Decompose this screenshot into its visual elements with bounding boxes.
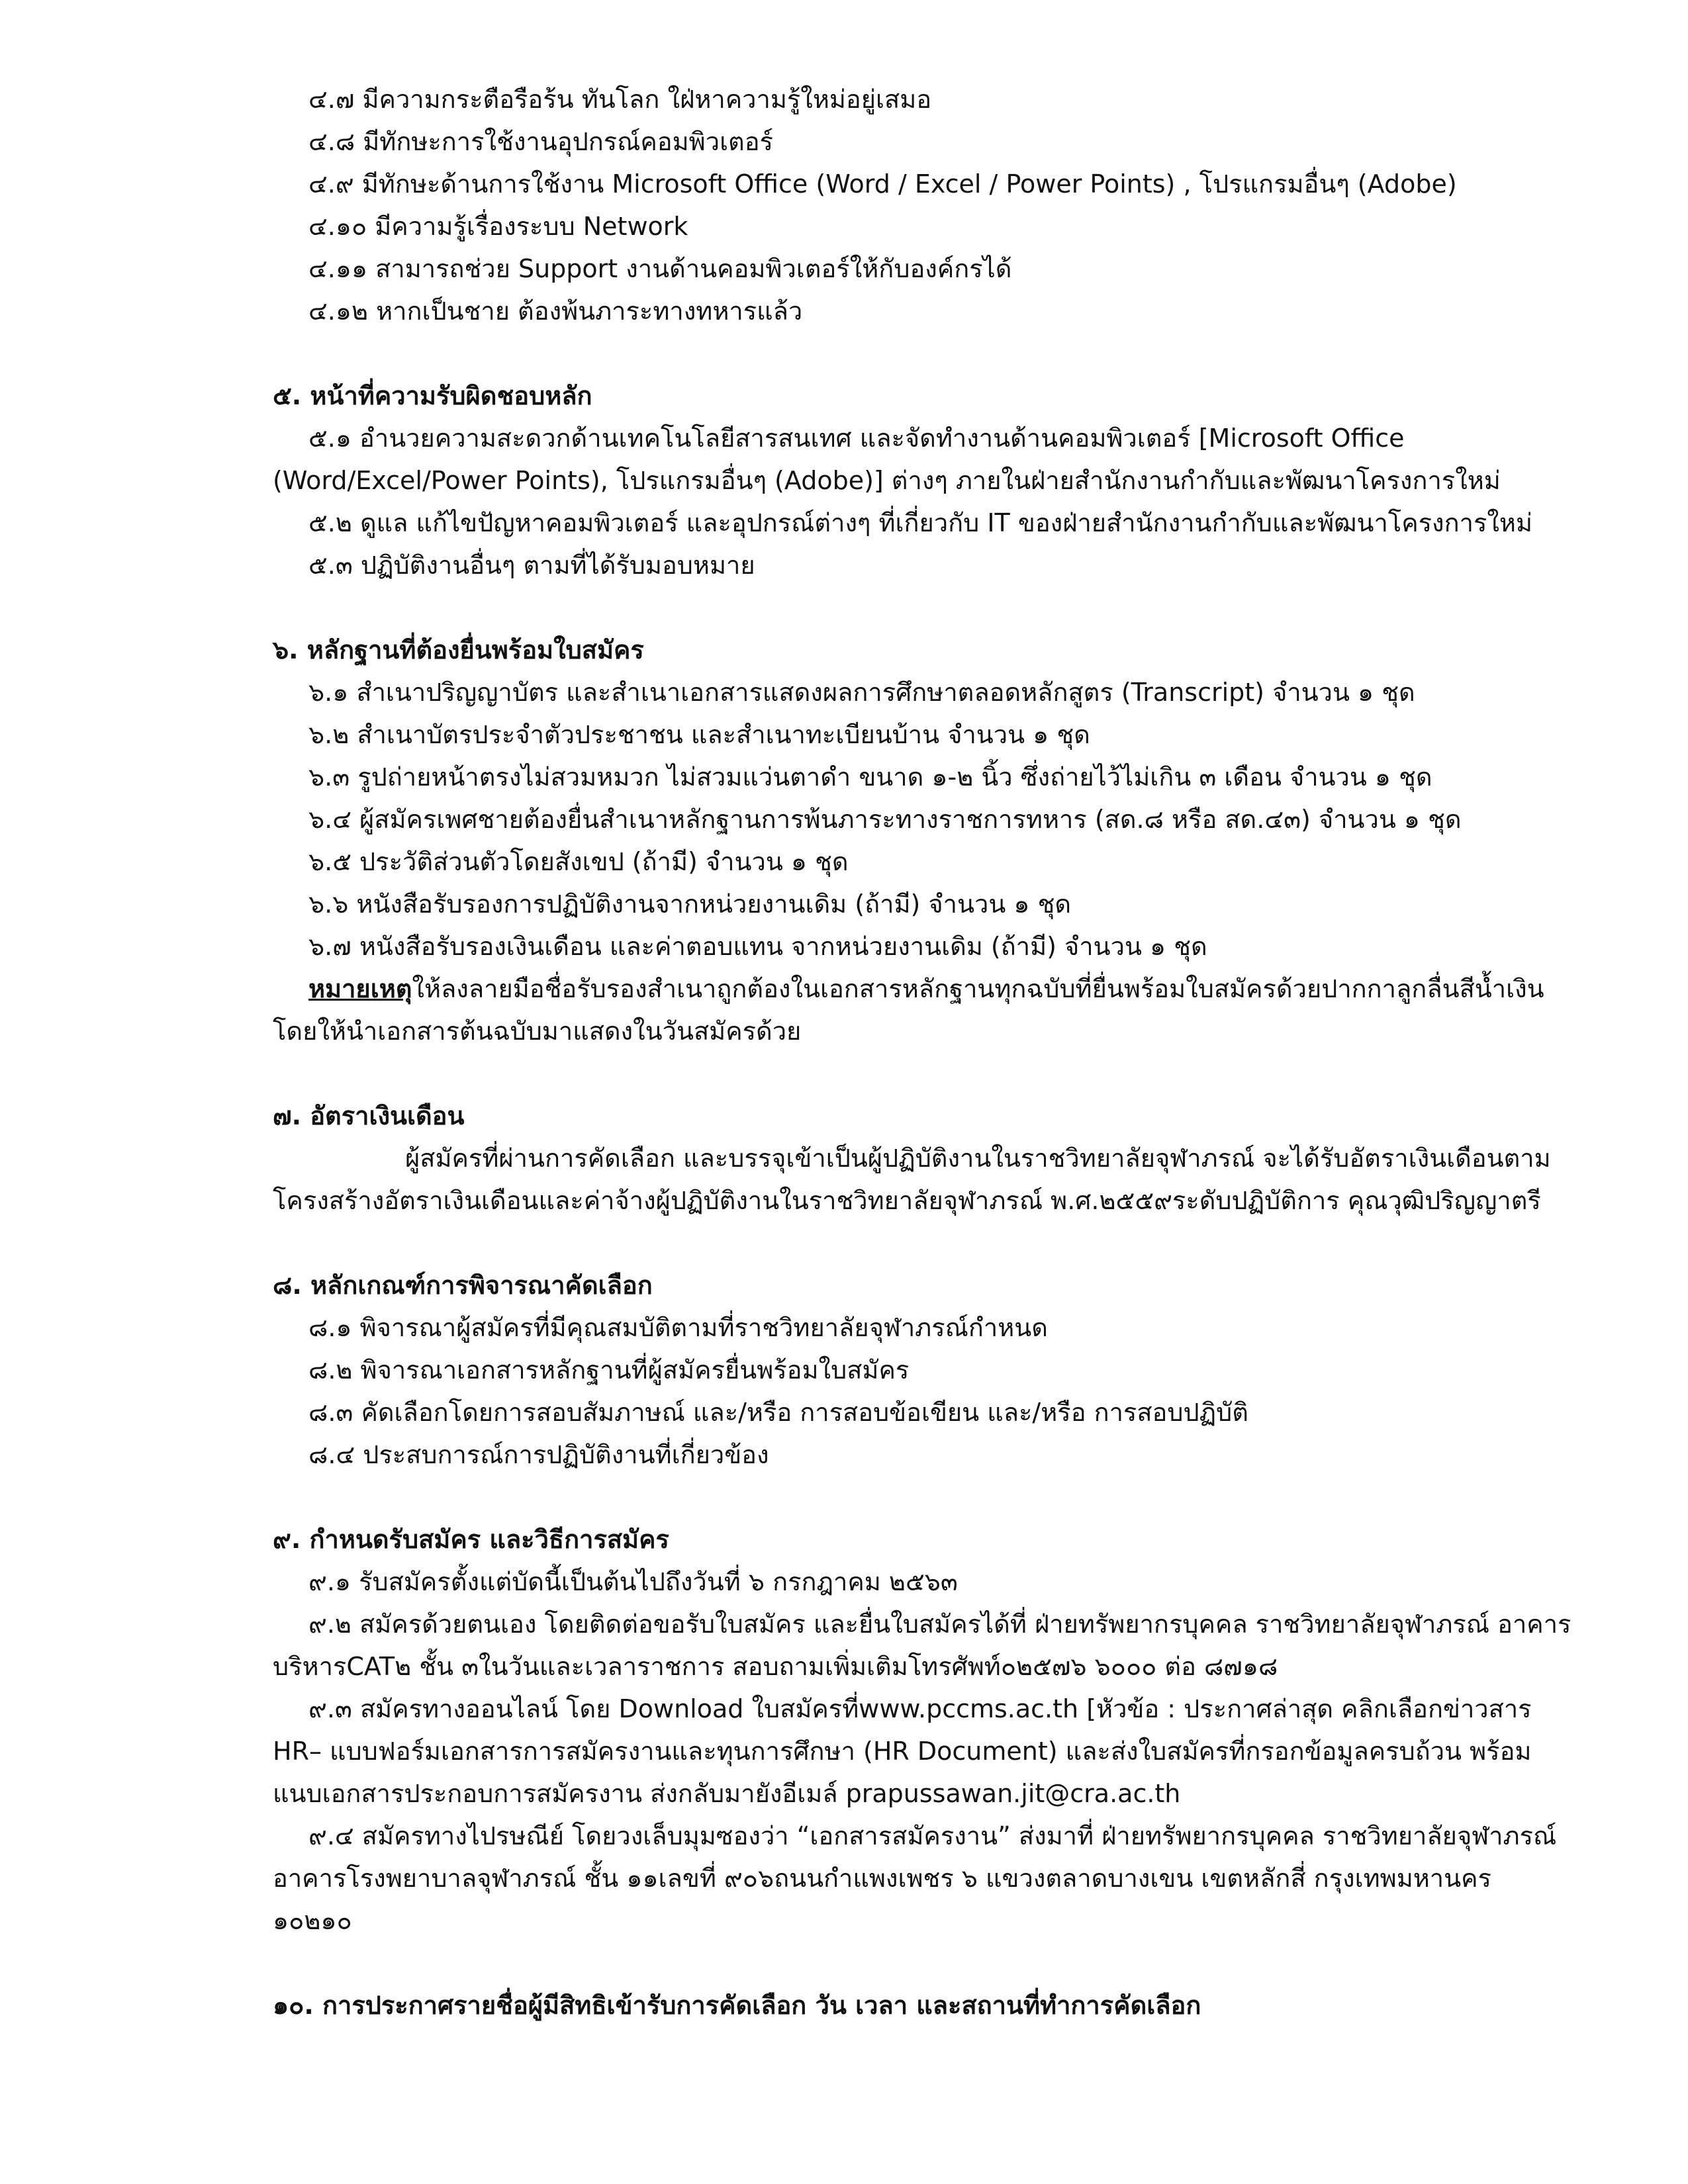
section6-note-continued: โดยให้นำเอกสารต้นฉบับมาแสดงในวันสมัครด้วย (273, 1017, 802, 1046)
section4-item-11: ๔.๑๑ สามารถช่วย Support งานด้านคอมพิวเตอร์ให้กับองค์กรได้ (308, 254, 1012, 283)
section6-heading: ๖. หลักฐานที่ต้องยื่นพร้อมใบสมัคร (273, 635, 644, 664)
section8-item-3: ๘.๓ คัดเลือกโดยการสอบสัมภาษณ์ และ/หรือ การสอบข้อเขียน และ/หรือ การสอบปฏิบัติ (308, 1398, 1248, 1427)
section9-item-3: ๙.๓ สมัครทางออนไลน์ โดย Download ใบสมัครที่www.pccms.ac.th [หัวข้อ : ประกาศล่าสุด คลิกเลือกข่าวสาร (308, 1694, 1532, 1723)
section6-item-5: ๖.๕ ประวัติส่วนตัวโดยสังเขป (ถ้ามี) จำนวน ๑ ชุด (308, 847, 849, 876)
section8-item-4: ๘.๔ ประสบการณ์การปฏิบัติงานที่เกี่ยวข้อง (308, 1440, 769, 1469)
section6-item-4: ๖.๔ ผู้สมัครเพศชายต้องยื่นสำเนาหลักฐานการพ้นภาระทางราชการทหาร (สด.๘ หรือ สด.๔๓) จำนวน ๑ ชุด (308, 805, 1462, 834)
section6-item-7: ๖.๗ หนังสือรับรองเงินเดือน และค่าตอบแทน จากหน่วยงานเดิม (ถ้ามี) จำนวน ๑ ชุด (308, 932, 1207, 961)
section7-paragraph-continued: โครงสร้างอัตราเงินเดือนและค่าจ้างผู้ปฏิบัติงานในราชวิทยาลัยจุฬาภรณ์ พ.ศ.๒๕๕๙ระดับปฏิบัติการ คุณวุฒิปริญญาตรี (273, 1186, 1541, 1215)
section4-item-10: ๔.๑๐ มีความรู้เรื่องระบบ Network (308, 212, 688, 241)
section5-heading: ๕. หน้าที่ความรับผิดชอบหลัก (273, 381, 592, 410)
section9-item-4-continued-2: ๑๐๒๑๐ (273, 1906, 352, 1935)
section5-item-3: ๕.๓ ปฏิบัติงานอื่นๆ ตามที่ได้รับมอบหมาย (308, 551, 755, 580)
section9-item-4-continued-1: อาคารโรงพยาบาลจุฬาภรณ์ ชั้น ๑๑เลขที่ ๙๐๖ถนนกำแพงเพชร ๖ แขวงตลาดบางเขน เขตหลักสี่ กรุงเทพมหานคร (273, 1864, 1491, 1893)
section5-item-1-continued: (Word/Excel/Power Points), โปรแกรมอื่นๆ (Adobe)] ต่างๆ ภายในฝ่ายสำนักงานกำกับและพัฒนาโครงการใหม่ (273, 466, 1501, 495)
section8-heading: ๘. หลักเกณฑ์การพิจารณาคัดเลือก (273, 1271, 653, 1300)
section6-item-2: ๖.๒ สำเนาบัตรประจำตัวประชาชน และสำเนาทะเบียนบ้าน จำนวน ๑ ชุด (308, 720, 1090, 749)
section4-item-9: ๔.๙ มีทักษะด้านการใช้งาน Microsoft Office (Word / Excel / Power Points) , โปรแกรมอื่นๆ (Adobe) (308, 169, 1457, 199)
section5-item-2: ๕.๒ ดูแล แก้ไขปัญหาคอมพิวเตอร์ และอุปกรณ์ต่างๆ ที่เกี่ยวกับ IT ของฝ่ายสำนักงานกำกับและพัฒนาโครงการใหม่ (308, 508, 1533, 537)
section6-item-6: ๖.๖ หนังสือรับรองการปฏิบัติงานจากหน่วยงานเดิม (ถ้ามี) จำนวน ๑ ชุด (308, 889, 1072, 919)
section9-item-1: ๙.๑ รับสมัครตั้งแต่บัดนี้เป็นต้นไปถึงวันที่ ๖ กรกฎาคม ๒๕๖๓ (308, 1567, 958, 1596)
section8-item-1: ๘.๑ พิจารณาผู้สมัครที่มีคุณสมบัติตามที่ราชวิทยาลัยจุฬาภรณ์กำหนด (308, 1313, 1048, 1342)
section8-item-2: ๘.๒ พิจารณาเอกสารหลักฐานที่ผู้สมัครยื่นพร้อมใบสมัคร (308, 1355, 910, 1385)
section9-item-3-continued-1: HR– แบบฟอร์มเอกสารการสมัครงานและทุนการศึกษา (HR Document) และส่งใบสมัครที่กรอกข้อมูลครบถ้วน พร้อม (273, 1737, 1532, 1766)
section7-paragraph: ผู้สมัครที่ผ่านการคัดเลือก และบรรจุเข้าเป็นผู้ปฏิบัติงานในราชวิทยาลัยจุฬาภรณ์ จะได้รับอัตราเงินเดือนตาม (405, 1144, 1551, 1173)
section5-item-1: ๕.๑ อำนวยความสะดวกด้านเทคโนโลยีสารสนเทศ และจัดทำงานด้านคอมพิวเตอร์ [Microsoft Office (308, 424, 1405, 453)
section9-item-3-continued-2: แนบเอกสารประกอบการสมัครงาน ส่งกลับมายังอีเมล์ prapussawan.jit@cra.ac.th (273, 1779, 1181, 1808)
note-text: ให้ลงลายมือชื่อรับรองสำเนาถูกต้องในเอกสารหลักฐานทุกฉบับที่ยื่นพร้อมใบสมัครด้วยปากกาลูกลื่นสีน้ำเงิน (412, 974, 1544, 1003)
section9-heading: ๙. กำหนดรับสมัคร และวิธีการสมัคร (273, 1525, 669, 1554)
section4-item-7: ๔.๗ มีความกระตือรือร้น ทันโลก ใฝ่หาความรู้ใหม่อยู่เสมอ (308, 85, 932, 114)
section6-item-3: ๖.๓ รูปถ่ายหน้าตรงไม่สวมหมวก ไม่สวมแว่นตาดำ ขนาด ๑-๒ นิ้ว ซึ่งถ่ายไว้ไม่เกิน ๓ เดือน จำนวน ๑ ชุด (308, 762, 1432, 792)
section6-item-1: ๖.๑ สำเนาปริญญาบัตร และสำเนาเอกสารแสดงผลการศึกษาตลอดหลักสูตร (Transcript) จำนวน ๑ ชุด (308, 678, 1415, 707)
section10-heading: ๑๐. การประกาศรายชื่อผู้มีสิทธิเข้ารับการคัดเลือก วัน เวลา และสถานที่ทำการคัดเลือก (273, 1991, 1201, 2020)
section7-heading: ๗. อัตราเงินเดือน (273, 1101, 465, 1130)
section6-note (273, 968, 1544, 1010)
section9-item-2-continued: บริหารCAT๒ ชั้น ๓ในวันและเวลาราชการ สอบถามเพิ่มเติมโทรศัพท์๐๒๕๗๖ ๖๐๐๐ ต่อ ๘๗๑๘ (273, 1652, 1278, 1681)
section4-item-8: ๔.๘ มีทักษะการใช้งานอุปกรณ์คอมพิวเตอร์ (308, 127, 773, 156)
section9-item-4: ๙.๔ สมัครทางไปรษณีย์ โดยวงเล็บมุมซองว่า “เอกสารสมัครงาน” ส่งมาที่ ฝ่ายทรัพยากรบุคคล ราชวิทยาลัยจุฬาภรณ์ (308, 1821, 1557, 1850)
section4-item-12: ๔.๑๒ หากเป็นชาย ต้องพ้นภาระทางทหารแล้ว (308, 296, 803, 326)
section9-item-2: ๙.๒ สมัครด้วยตนเอง โดยติดต่อขอรับใบสมัคร และยื่นใบสมัครได้ที่ ฝ่ายทรัพยากรบุคคล ราชวิทยาลัยจุฬาภรณ์ อาคาร (308, 1610, 1571, 1639)
note-label: หมายเหตุ (308, 974, 412, 1003)
